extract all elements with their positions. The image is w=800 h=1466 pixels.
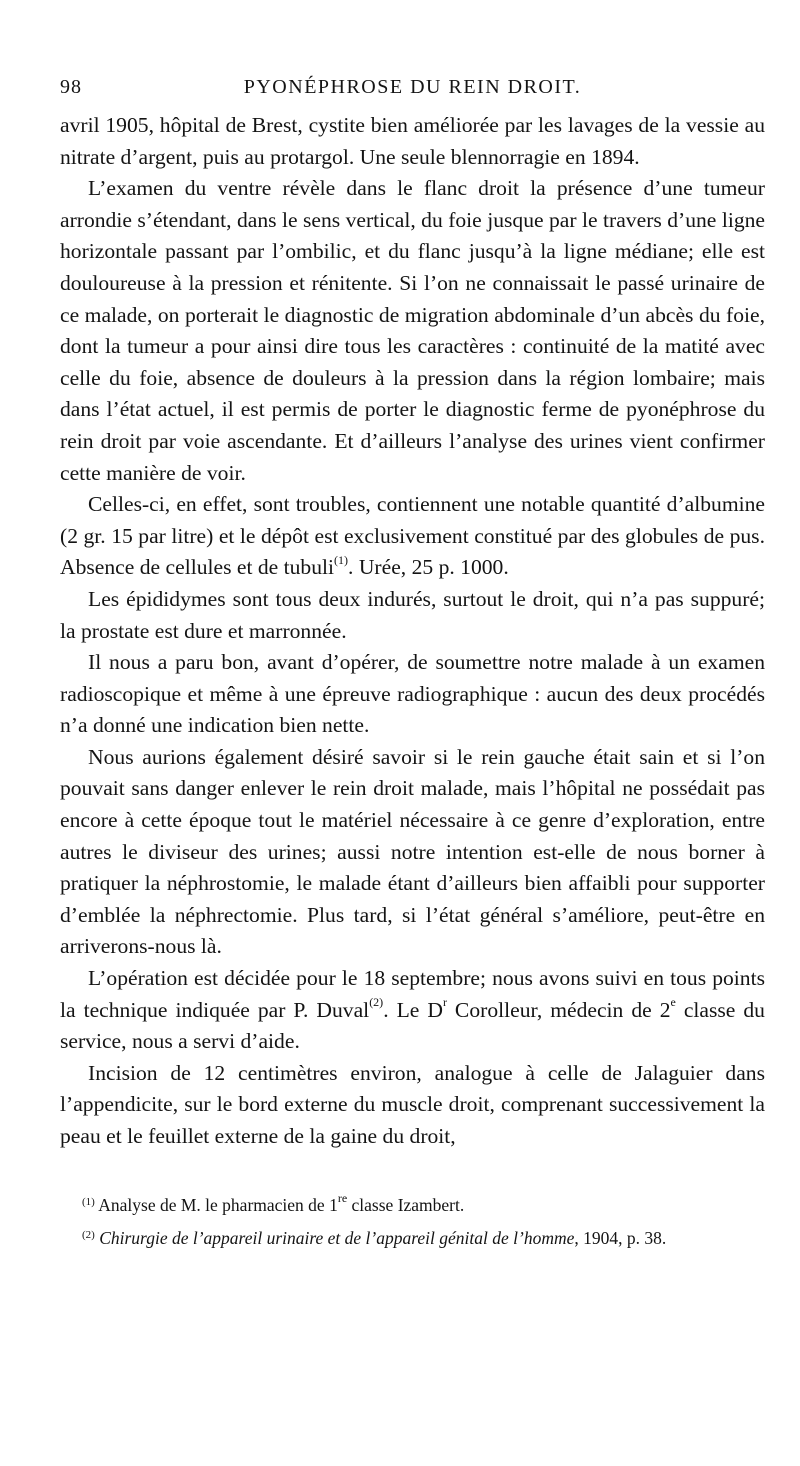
class-superscript: e: [670, 995, 676, 1010]
footnote-1: [60, 1187, 765, 1220]
running-header: [60, 72, 765, 106]
paragraph-8: Incision de 12 centimètres environ, analogue à celle de Jalaguier dans l’appendicite, sur le bord externe du muscle droit, comprenant successivement la peau et le feuillet externe de la gaine du droit,: [60, 1060, 765, 1148]
body-text: [60, 110, 765, 1153]
running-title: PYONÉPHROSE DU REIN DROIT.: [243, 76, 582, 98]
paragraph-7-after: Corolleur, médecin de 2: [446, 997, 671, 1022]
footnote-2-mark: (2): [82, 1228, 95, 1241]
footnotes: [60, 1187, 765, 1253]
page-number: 98: [60, 76, 82, 98]
footnote-2: [60, 1220, 765, 1253]
paragraph-2: L’examen du ventre révèle dans le flanc droit la présence d’une tumeur arrondie s’étendant, dans le sens vertical, du foie jusque par le travers d’une ligne horizontale passant par l’ombilic, et du flanc jusqu’à la ligne médiane; elle est douloureuse à la pression et rénitente. Si l’on ne connaissait le passé urinaire de ce malade, on porterait le diagnostic de migration abdominale d’un abcès du foie, dont la tumeur a pour ainsi dire tous les caractères : continuité de la matité avec celle du foie, absence de douleurs à la pression dans la région lombaire; mais dans l’état actuel, il est permis de porter le diagnostic ferme de pyonéphrose du rein droit par voie ascendante. Et d’ailleurs l’analyse des urines vient confirmer cette manière de voir.: [60, 176, 765, 485]
footnote-1-text: Analyse de M. le pharmacien de 1: [98, 1194, 338, 1215]
footnote-ref-2[interactable]: (2): [369, 995, 384, 1010]
paragraph-7-text: L’opération est décidée pour le 18 septembre; nous avons suivi en tous points la technique indiquée par P. Duval: [60, 966, 765, 1022]
footnote-1-after: classe Izambert.: [347, 1194, 465, 1215]
footnote-2-after: , 1904, p. 38.: [574, 1227, 667, 1248]
footnote-2-title: Chirurgie de l’appareil urinaire et de l’appareil génital de l’homme: [99, 1227, 575, 1248]
paragraph-7: [60, 963, 765, 1058]
paragraph-3-tail: . Urée, 25 p. 1000.: [348, 555, 509, 580]
footnote-ref-1[interactable]: (1): [334, 553, 349, 568]
paragraph-1: avril 1905, hôpital de Brest, cystite bien améliorée par les lavages de la vessie au nitrate d’argent, puis au protargol. Une seule blennorragie en 1894.: [60, 113, 765, 169]
paragraph-7-end: classe du service, nous a servi d’aide.: [60, 997, 765, 1054]
dr-superscript: r: [442, 995, 447, 1010]
paragraph-6: Nous aurions également désiré savoir si le rein gauche était sain et si l’on pouvait sans danger enlever le rein droit malade, mais l’hôpital ne possédait pas encore à cette époque tout le matériel nécessaire à ce genre d’exploration, entre autres le diviseur des urines; aussi notre intention est-elle de nous borner à pratiquer la néphrostomie, le malade étant d’ailleurs bien affaibli pour supporter d’emblée la néphrectomie. Plus tard, si l’état général s’améliore, peut-être en arriverons-nous là.: [60, 744, 765, 959]
footnote-1-mark: (1): [82, 1195, 95, 1208]
paragraph-4: Les épididymes sont tous deux indurés, surtout le droit, qui n’a pas suppuré; la prostate est dure et marronnée.: [60, 586, 765, 643]
paragraph-3: [60, 489, 765, 584]
paragraph-5: Il nous a paru bon, avant d’opérer, de soumettre notre malade à un examen radioscopique et même à une épreuve radiographique : aucun des deux procédés n’a donné une indication bien nette.: [60, 650, 765, 738]
paragraph-7-middle: . Le D: [383, 997, 443, 1022]
paragraph-3-text: Celles-ci, en effet, sont troubles, contiennent une notable quantité d’albumine (2 gr. 15 par litre) et le dépôt est exclusivement constitué par des globules de pus. Absence de cellules et de tubuli: [60, 492, 765, 580]
page: [60, 72, 765, 1253]
footnote-1-sup: re: [337, 1190, 348, 1205]
